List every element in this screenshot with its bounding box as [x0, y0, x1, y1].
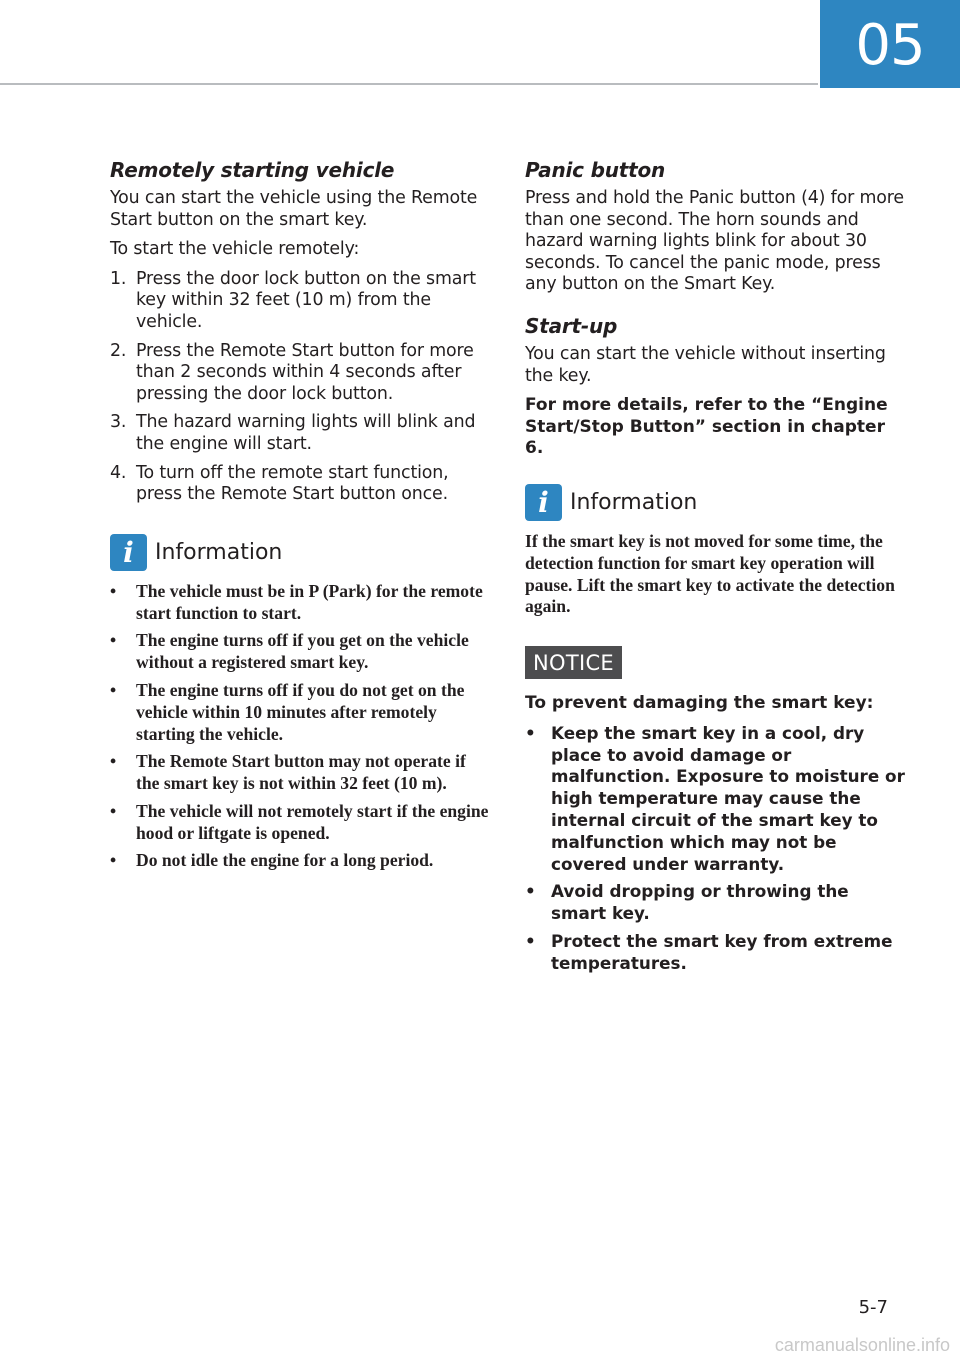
- header-rule: [0, 83, 818, 85]
- notice-list: [525, 723, 905, 975]
- right-column: [525, 158, 905, 980]
- startup-reference: For more details, refer to the “Engine Start/Stop Button” section in chapter 6.: [525, 395, 888, 459]
- information-item: [110, 751, 490, 795]
- bullet: •: [110, 800, 117, 821]
- steps-list: [110, 269, 490, 506]
- information-item-text: The engine turns off if you get on the vehicle without a registered smart key.: [136, 630, 469, 673]
- information-item: [110, 680, 490, 745]
- remote-start-intro: You can start the vehicle using the Remote Start button on the smart key.: [110, 188, 478, 230]
- information-item-text: The Remote Start button may not operate if the smart key is not within 32 feet (10 m).: [136, 751, 466, 794]
- bullet: •: [525, 722, 536, 743]
- chapter-tab: 05: [820, 0, 960, 88]
- section-heading-panic: Panic button: [525, 158, 666, 182]
- information-icon: i: [110, 534, 147, 571]
- step-number: 4.: [110, 462, 127, 483]
- startup-text: You can start the vehicle without inserting the key.: [525, 343, 886, 386]
- bullet: •: [525, 930, 536, 951]
- information-item: [110, 630, 490, 674]
- notice-item: [525, 931, 905, 975]
- step-item: [110, 463, 490, 506]
- notice-badge: NOTICE: [525, 646, 622, 679]
- notice-item: [525, 723, 905, 876]
- notice-item-text: Keep the smart key in a cool, dry place to avoid damage or malfunction. Exposure to moisture or high temperature may cause the internal circuit of the smart key to malfunction which may not be covered under warranty.: [551, 722, 905, 874]
- step-item: [110, 412, 490, 455]
- notice-item-text: Protect the smart key from extreme temperatures.: [551, 930, 893, 973]
- information-text: If the smart key is not moved for some time, the detection function for smart key operation will pause. Lift the smart key to activate the detection again.: [525, 530, 895, 617]
- step-number: 3.: [110, 412, 127, 433]
- step-item: [110, 341, 490, 406]
- information-icon: i: [525, 484, 562, 521]
- information-item-text: Do not idle the engine for a long period.: [136, 850, 434, 871]
- information-item-text: The vehicle must be in P (Park) for the remote start function to start.: [136, 580, 483, 623]
- information-title: Information: [570, 489, 698, 515]
- notice-item: [525, 881, 905, 925]
- bullet: •: [110, 850, 117, 871]
- left-column: [110, 158, 490, 878]
- step-number: 2.: [110, 340, 127, 361]
- information-item-text: The vehicle will not remotely start if the engine hood or liftgate is opened.: [136, 800, 489, 843]
- bullet: •: [110, 630, 117, 651]
- bullet: •: [110, 679, 117, 700]
- notice-item-text: Avoid dropping or throwing the smart key.: [551, 881, 849, 924]
- step-text: Press the door lock button on the smart key within 32 feet (10 m) from the vehicle.: [136, 268, 476, 332]
- step-text: The hazard warning lights will blink and the engine will start.: [136, 412, 476, 454]
- bullet: •: [110, 751, 117, 772]
- bullet: •: [110, 580, 117, 601]
- steps-intro: To start the vehicle remotely:: [110, 239, 360, 260]
- section-heading-startup: Start-up: [525, 313, 618, 338]
- notice-intro: To prevent damaging the smart key:: [525, 693, 874, 714]
- page-number: 5-7: [858, 1297, 888, 1318]
- step-text: Press the Remote Start button for more than 2 seconds within 4 seconds after pressing the door lock button.: [136, 340, 474, 404]
- step-number: 1.: [110, 268, 127, 289]
- information-item-text: The engine turns off if you do not get on the vehicle within 10 minutes after remotely starting the vehicle.: [136, 679, 465, 744]
- bullet: •: [525, 881, 536, 902]
- information-item: [110, 801, 490, 845]
- information-item: [110, 581, 490, 625]
- step-item: [110, 269, 490, 334]
- information-header: [525, 484, 905, 521]
- information-title: Information: [155, 539, 283, 565]
- panic-text: Press and hold the Panic button (4) for more than one second. The horn sounds and hazard warning lights blink for about 30 seconds. To cancel the panic mode, press any button on the Smart Key.: [525, 188, 904, 295]
- watermark: carmanualsonline.info: [774, 1335, 950, 1355]
- information-header: [110, 534, 490, 571]
- section-heading-remote-start: Remotely starting vehicle: [110, 158, 395, 182]
- information-list: [110, 581, 490, 873]
- information-item: [110, 850, 490, 872]
- step-text: To turn off the remote start function, press the Remote Start button once.: [136, 462, 449, 505]
